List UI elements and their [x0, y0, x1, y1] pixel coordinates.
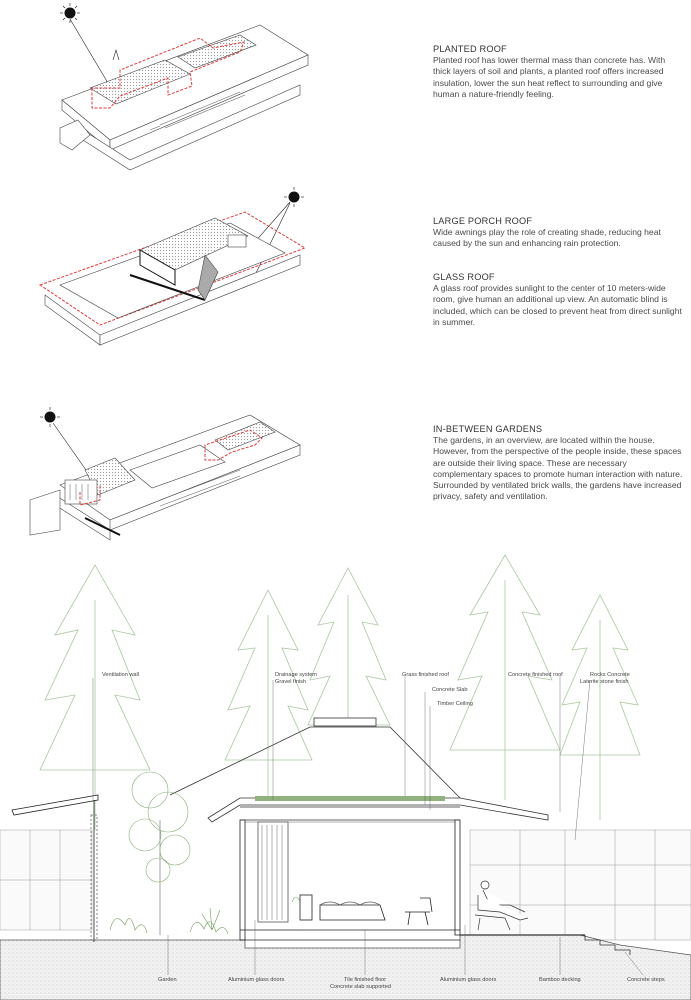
text-block-planted-roof [433, 44, 683, 100]
ventilated-brick-wall-left [0, 830, 92, 930]
label-gravel-finish: Gravel finish [275, 679, 307, 685]
label-rocks-concrete: Rocks Concrete [590, 672, 630, 678]
heading-large-porch-roof: LARGE PORCH ROOF [433, 216, 533, 226]
label-aluminium-glass-doors-left: Aluminium glass doors [228, 977, 285, 983]
label-concrete-slab-supported: Concrete slab supported [330, 984, 391, 990]
label-concrete-slab: Concrete Slab [432, 687, 468, 693]
label-ventilation-wall: Ventilation wall [102, 672, 140, 678]
axon-in-between-gardens [30, 407, 300, 540]
background-trees [40, 555, 640, 830]
ventilated-brick-wall-right [470, 830, 691, 940]
label-concrete-finished-roof: Concrete finished roof [508, 672, 563, 678]
axon-porch-roof [40, 187, 305, 345]
label-drainage-system: Drainage system [275, 672, 317, 678]
label-laterite-stone-finish: Laterite stone finish [580, 679, 629, 685]
body-planted-roof: Planted roof has lower thermal mass than concrete has. With thick layers of soil and plants, a planted roof offers increased insulation, lower the sun heat reflect to surrounding and give human a nature-friendly feeling. [433, 55, 666, 99]
label-aluminium-glass-doors-right: Aluminium glass doors [440, 977, 497, 983]
axon-planted-roof [60, 3, 308, 170]
main-roof [170, 718, 548, 822]
ground [0, 935, 691, 1000]
text-block-in-between-gardens [433, 424, 683, 502]
tree [308, 568, 390, 725]
tree [225, 590, 312, 800]
house-interior [240, 820, 460, 940]
label-timber-ceiling: Timber Ceiling [437, 701, 473, 707]
heading-in-between-gardens: IN-BETWEEN GARDENS [433, 424, 543, 434]
building-section [0, 555, 691, 1000]
heading-glass-roof: GLASS ROOF [433, 272, 495, 282]
tree [40, 565, 150, 830]
label-tile-finished-floor: Tile finished floor [344, 977, 387, 983]
body-glass-roof: A glass roof provides sunlight to the center of 10 meters-wide room, give human an additional up view. An automatic blind is included, which can be closed to prevent heat from direct sunlight in summer. [433, 283, 682, 327]
text-block-glass-roof [433, 272, 683, 328]
label-bamboo-decking: Bamboo decking [539, 977, 581, 983]
text-block-porch-roof [433, 216, 683, 250]
label-concrete-steps: Concrete steps [627, 977, 665, 983]
tree [560, 595, 640, 820]
label-grass-finished-roof: Grass finished roof [402, 672, 449, 678]
heading-planted-roof: PLANTED ROOF [433, 44, 507, 54]
body-large-porch-roof: Wide awnings play the role of creating shade, reducing heat caused by the sun and enhancing rain protection. [433, 227, 661, 249]
body-in-between-gardens: The gardens, in an overview, are located within the house. However, from the perspective of the people inside, these spaces are outside their living space. These are necessary complementary spaces to promote human interaction with nature. Surrounded by ventilated brick walls, the gardens have increased privacy, safety and ventilation. [433, 435, 683, 502]
label-garden: Garden [158, 977, 177, 983]
